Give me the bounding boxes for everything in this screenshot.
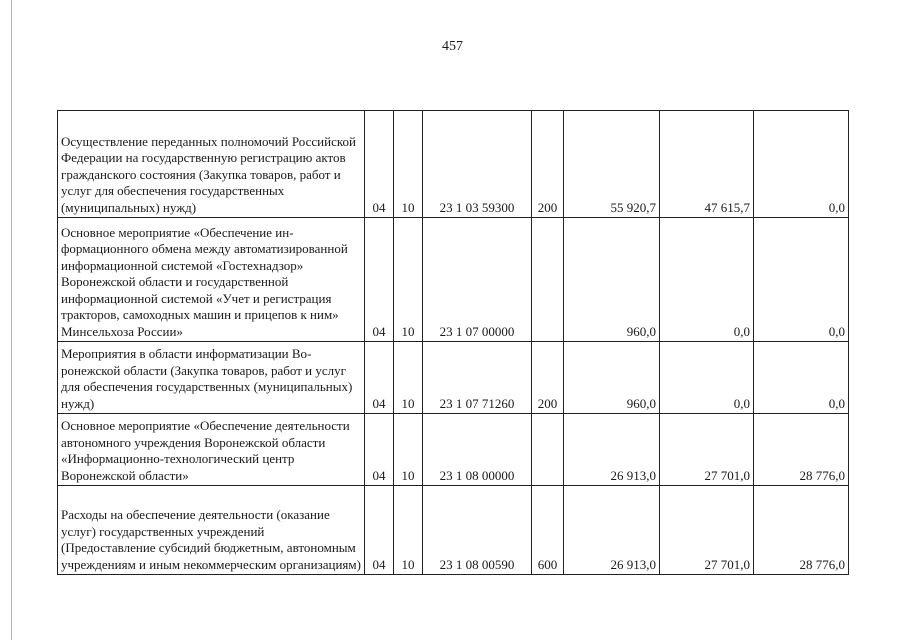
row-pr-code: 10: [394, 342, 423, 414]
row-sum-year-3: 0,0: [754, 342, 849, 414]
row-csr-code: 23 1 08 00000: [423, 414, 532, 486]
row-sum-year-3: 28 776,0: [754, 486, 849, 575]
table-row: [58, 486, 849, 575]
row-rz-code: 04: [365, 342, 394, 414]
row-sum-year-1: 960,0: [564, 218, 660, 342]
row-rz-code: 04: [365, 486, 394, 575]
table-row: [58, 111, 849, 218]
row-description: Расходы на обеспечение деятельности (оказание услуг) государственных учреждений (Предоставление субсидий бюджетным, автономным учреждениям и иным некоммерческим организациям): [58, 486, 365, 575]
row-sum-year-1: 26 913,0: [564, 486, 660, 575]
row-pr-code: 10: [394, 414, 423, 486]
row-description: Основное мероприятие «Обеспечение деятельности автономного учреждения Воронежской области «Информационно-технологический центр Воронежской области»: [58, 414, 365, 486]
row-csr-code: 23 1 07 71260: [423, 342, 532, 414]
row-vr-code: 200: [532, 111, 564, 218]
row-vr-code: [532, 218, 564, 342]
row-description: Осуществление переданных полномочий Российской Федерации на государственную регистрацию актов гражданского состояния (Закупка товаров, работ и услуг для обеспечения государственных (муниципальных) нужд): [58, 111, 365, 218]
row-description: Мероприятия в области информатизации Воронежской области (Закупка товаров, работ и услуг для обеспечения государственных (муниципальных) нужд): [58, 342, 365, 414]
page-number: 457: [442, 39, 463, 54]
budget-table: [57, 110, 849, 575]
table-row: [58, 342, 849, 414]
row-vr-code: 600: [532, 486, 564, 575]
row-csr-code: 23 1 07 00000: [423, 218, 532, 342]
row-csr-code: 23 1 03 59300: [423, 111, 532, 218]
row-sum-year-3: 0,0: [754, 218, 849, 342]
row-sum-year-1: 26 913,0: [564, 414, 660, 486]
row-rz-code: 04: [365, 414, 394, 486]
row-sum-year-3: 0,0: [754, 111, 849, 218]
row-rz-code: 04: [365, 218, 394, 342]
row-sum-year-2: 27 701,0: [660, 414, 754, 486]
row-rz-code: 04: [365, 111, 394, 218]
row-pr-code: 10: [394, 111, 423, 218]
row-pr-code: 10: [394, 486, 423, 575]
row-sum-year-2: 0,0: [660, 342, 754, 414]
table-row: [58, 414, 849, 486]
row-sum-year-2: 27 701,0: [660, 486, 754, 575]
table-row: [58, 218, 849, 342]
row-sum-year-1: 960,0: [564, 342, 660, 414]
row-csr-code: 23 1 08 00590: [423, 486, 532, 575]
row-vr-code: 200: [532, 342, 564, 414]
row-sum-year-2: 0,0: [660, 218, 754, 342]
row-sum-year-2: 47 615,7: [660, 111, 754, 218]
row-description: Основное мероприятие «Обеспечение информационного обмена между автоматизированной информационной системой «Гостехнадзор» Воронежской области и государственной информационной системой «Учет и регистрация тракторов, самоходных машин и прицепов к ним» Минсельхоза России»: [58, 218, 365, 342]
row-pr-code: 10: [394, 218, 423, 342]
row-vr-code: [532, 414, 564, 486]
row-sum-year-1: 55 920,7: [564, 111, 660, 218]
scan-left-edge-line: [11, 0, 12, 640]
row-sum-year-3: 28 776,0: [754, 414, 849, 486]
